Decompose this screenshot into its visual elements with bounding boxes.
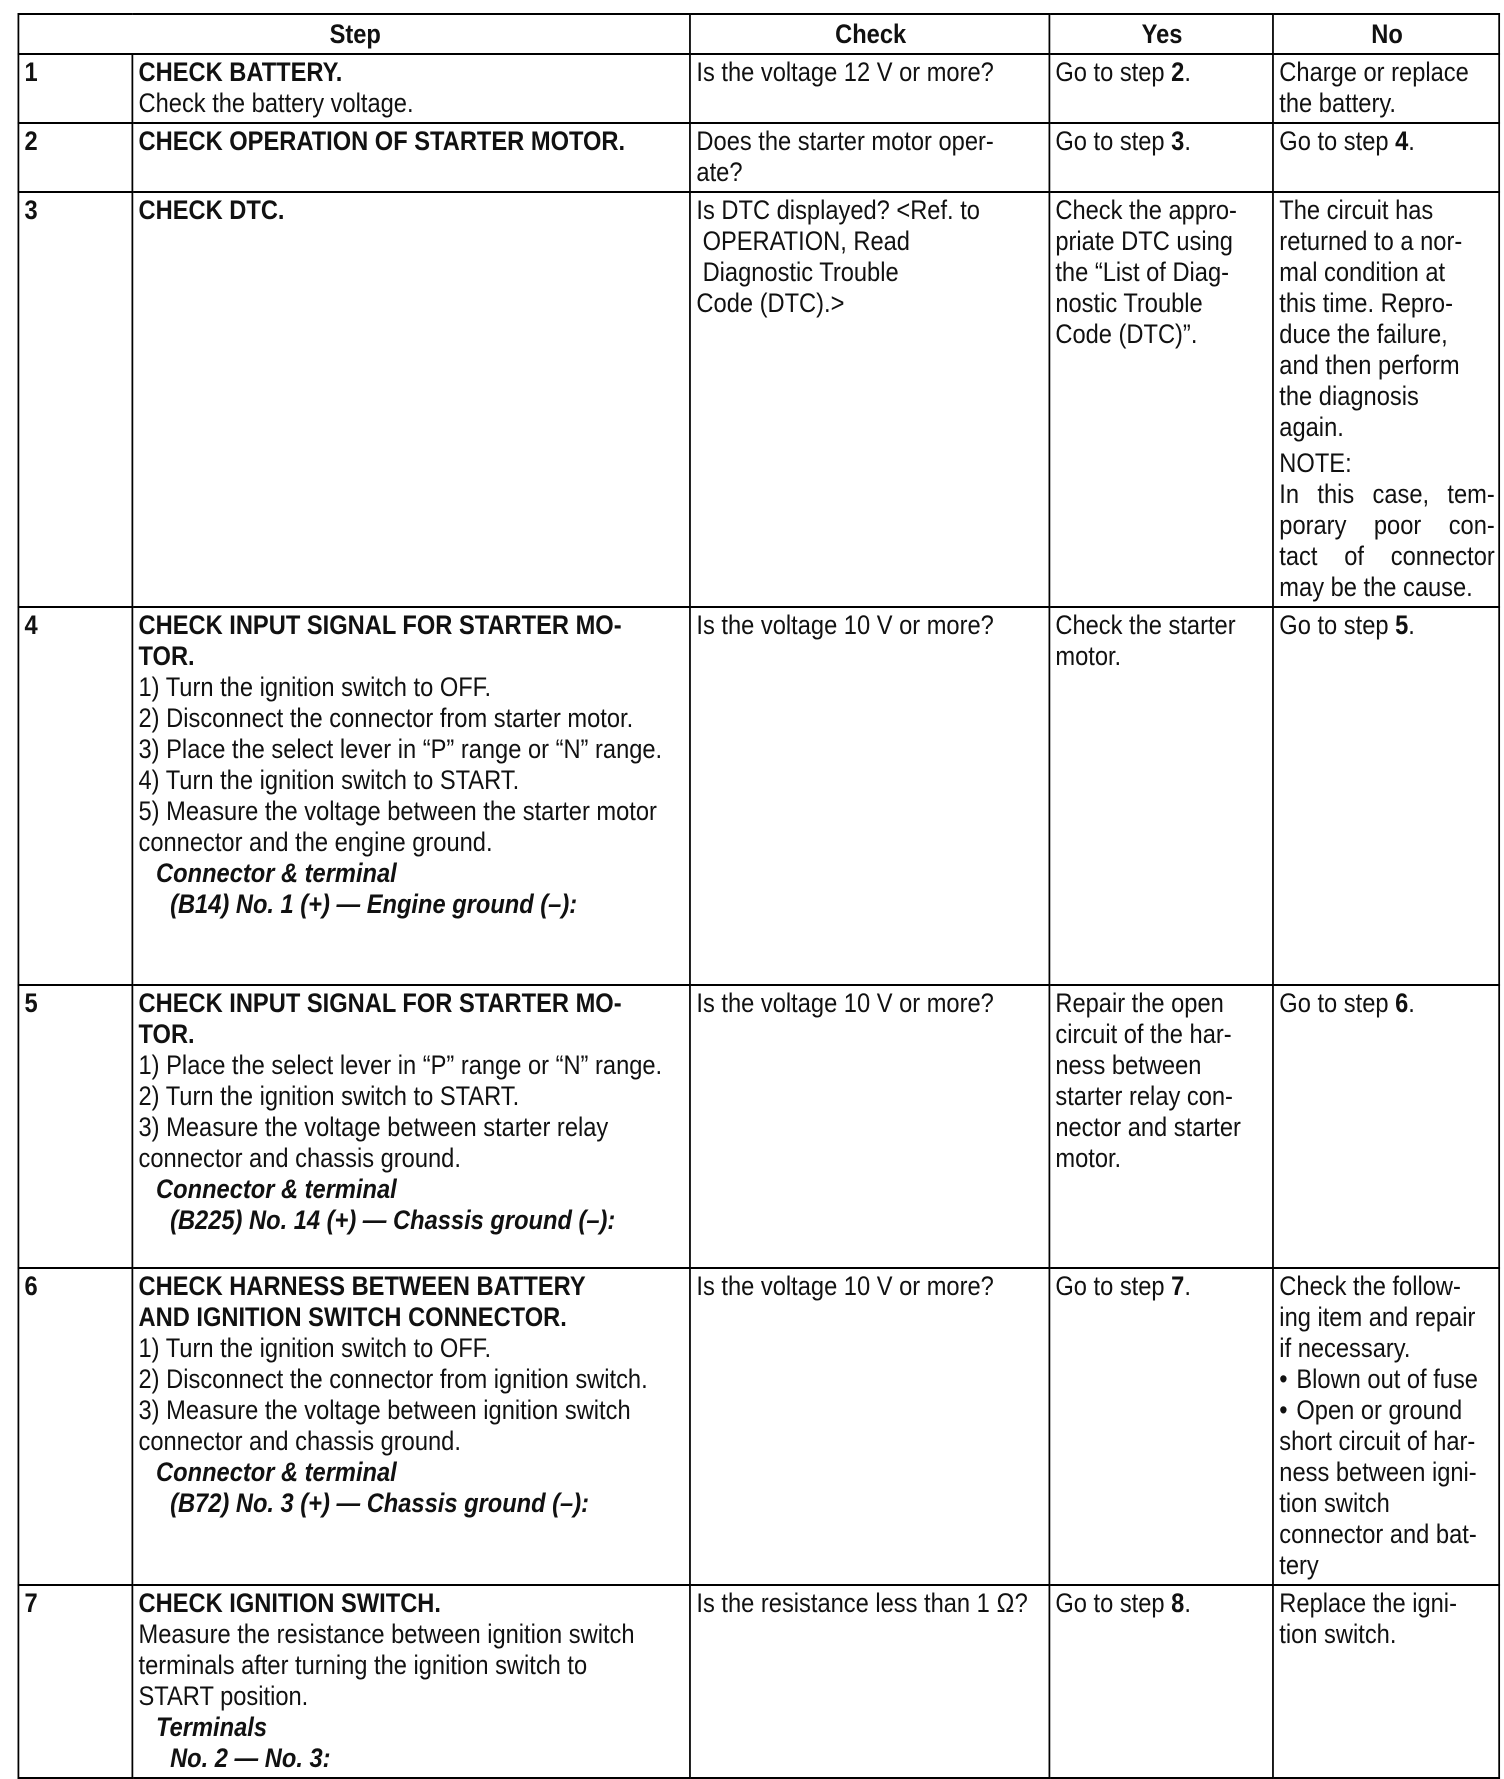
- table-row: [18, 54, 1499, 123]
- step-description: [132, 123, 690, 192]
- table-row: [18, 192, 1499, 607]
- step-number: 5: [18, 985, 132, 1268]
- check-cell: Is the voltage 10 V or more?: [690, 1268, 1049, 1585]
- step-description: [132, 192, 690, 607]
- table-row: [18, 1585, 1499, 1778]
- no-cell: Check the follow- ing item and repair if necessary. • Blown out of fuse • Open or ground short circuit of har- ness between igni- tion switch connector and bat- tery: [1273, 1268, 1499, 1585]
- step-description: CHECK INPUT SIGNAL FOR STARTER MO- TOR. 1) Turn the ignition switch to OFF. 2) Disconnect the connector from starter motor. 3) Place the select lever in “P” range or “N” range. 4) Turn the ignition switch to START. 5) Measure the voltage between the starter motor connector and the engine ground. Connector & terminal (B14) No. 1 (+) — Engine ground (–):: [132, 607, 690, 985]
- procedure-step: 4) Turn the ignition switch to START.: [138, 765, 520, 795]
- no-cell: The circuit has returned to a nor- mal condition at this time. Repro- duce the failure, and then perform the diagnosis again. NOTE: In this case, tem- porary poor con- tact of connector may be the cause.: [1273, 192, 1499, 607]
- check-cell: Is the resistance less than 1 Ω?: [690, 1585, 1049, 1778]
- connector-title: Terminals: [156, 1712, 268, 1742]
- check-cell: Is DTC displayed? <Ref. to OPERATION, Read Diagnostic Trouble Code (DTC).>: [690, 192, 1049, 607]
- step-description: [132, 54, 690, 123]
- step-description: CHECK INPUT SIGNAL FOR STARTER MO- TOR. 1) Place the select lever in “P” range or “N” range. 2) Turn the ignition switch to START. 3) Measure the voltage between starter relay connector and chassis ground. Connector & terminal (B225) No. 14 (+) — Chassis ground (–):: [132, 985, 690, 1268]
- no-cell: Replace the igni- tion switch.: [1273, 1585, 1499, 1778]
- header-step: Step: [18, 14, 690, 54]
- connector-value: (B72) No. 3 (+) — Chassis ground (–):: [170, 1488, 589, 1518]
- check-cell: Is the voltage 10 V or more?: [690, 607, 1049, 985]
- header-row: [18, 14, 1499, 54]
- procedure-step: 3) Place the select lever in “P” range or “N” range.: [138, 734, 663, 764]
- header-yes: Yes: [1049, 14, 1273, 54]
- no-cell: Go to step 4.: [1273, 123, 1499, 192]
- check-cell: Does the starter motor oper- ate?: [690, 123, 1049, 192]
- procedure-step: 1) Turn the ignition switch to OFF.: [138, 1333, 492, 1363]
- note-label: NOTE:: [1279, 448, 1352, 478]
- step-number: 7: [18, 1585, 132, 1778]
- connector-value: (B225) No. 14 (+) — Chassis ground (–):: [170, 1205, 616, 1235]
- connector-title: Connector & terminal: [156, 1174, 397, 1204]
- table-row: [18, 607, 1499, 985]
- step-number: 1: [18, 54, 132, 123]
- bullet-item: • Open or ground short circuit of har- ness between igni- tion switch connector and bat- tery: [1279, 1395, 1494, 1581]
- yes-cell: Check the appro- priate DTC using the “List of Diag- nostic Trouble Code (DTC)”.: [1049, 192, 1273, 607]
- table-row: [18, 123, 1499, 192]
- step-title: CHECK BATTERY.: [138, 57, 343, 87]
- yes-cell: Go to step 3.: [1049, 123, 1273, 192]
- step-number: 2: [18, 123, 132, 192]
- no-cell: Go to step 5.: [1273, 607, 1499, 985]
- procedure-step: 3) Measure the voltage between starter relay connector and chassis ground.: [138, 1112, 609, 1173]
- procedure-step: 2) Disconnect the connector from ignition switch.: [138, 1364, 648, 1394]
- procedure-step: 1) Turn the ignition switch to OFF.: [138, 672, 492, 702]
- procedure-step: 3) Measure the voltage between ignition switch connector and chassis ground.: [138, 1395, 631, 1456]
- troubleshooting-table: [18, 13, 1500, 1779]
- step-description: CHECK HARNESS BETWEEN BATTERY AND IGNITION SWITCH CONNECTOR. 1) Turn the ignition switch to OFF. 2) Disconnect the connector from ignition switch. 3) Measure the voltage between ignition switch connector and chassis ground. Connector & terminal (B72) No. 3 (+) — Chassis ground (–):: [132, 1268, 690, 1585]
- step-text: Check the battery voltage.: [138, 88, 414, 118]
- yes-cell: Check the starter motor.: [1049, 607, 1273, 985]
- step-number: 3: [18, 192, 132, 607]
- note-text: In this case, tem- porary poor con- tact of connector may be the cause.: [1279, 479, 1495, 602]
- connector-title: Connector & terminal: [156, 1457, 397, 1487]
- no-cell: Charge or replace the battery.: [1273, 54, 1499, 123]
- table-row: [18, 1268, 1499, 1585]
- step-number: 4: [18, 607, 132, 985]
- connector-value: No. 2 — No. 3:: [170, 1743, 331, 1773]
- procedure-step: 1) Place the select lever in “P” range or “N” range.: [138, 1050, 663, 1080]
- procedure-step: 2) Turn the ignition switch to START.: [138, 1081, 520, 1111]
- procedure-step: 5) Measure the voltage between the starter motor connector and the engine ground.: [138, 796, 657, 857]
- step-title: CHECK IGNITION SWITCH.: [138, 1588, 441, 1618]
- connector-title: Connector & terminal: [156, 858, 397, 888]
- bullet-item: • Blown out of fuse: [1279, 1364, 1494, 1395]
- header-no: No: [1273, 14, 1499, 54]
- step-description: CHECK IGNITION SWITCH. Measure the resistance between ignition switch terminals after turning the ignition switch to START position. Terminals No. 2 — No. 3:: [132, 1585, 690, 1778]
- header-check: Check: [690, 14, 1049, 54]
- step-number: 6: [18, 1268, 132, 1585]
- connector-value: (B14) No. 1 (+) — Engine ground (–):: [170, 889, 578, 919]
- check-cell: Is the voltage 12 V or more?: [690, 54, 1049, 123]
- yes-cell: Go to step 8.: [1049, 1585, 1273, 1778]
- no-cell: Go to step 6.: [1273, 985, 1499, 1268]
- step-title: CHECK DTC.: [138, 195, 285, 225]
- check-cell: Is the voltage 10 V or more?: [690, 985, 1049, 1268]
- procedure-step: 2) Disconnect the connector from starter motor.: [138, 703, 634, 733]
- yes-cell: Go to step 2.: [1049, 54, 1273, 123]
- yes-cell: Repair the open circuit of the har- ness between starter relay con- nector and starter motor.: [1049, 985, 1273, 1268]
- table-row: [18, 985, 1499, 1268]
- step-title: CHECK OPERATION OF STARTER MOTOR.: [138, 126, 626, 156]
- yes-cell: Go to step 7.: [1049, 1268, 1273, 1585]
